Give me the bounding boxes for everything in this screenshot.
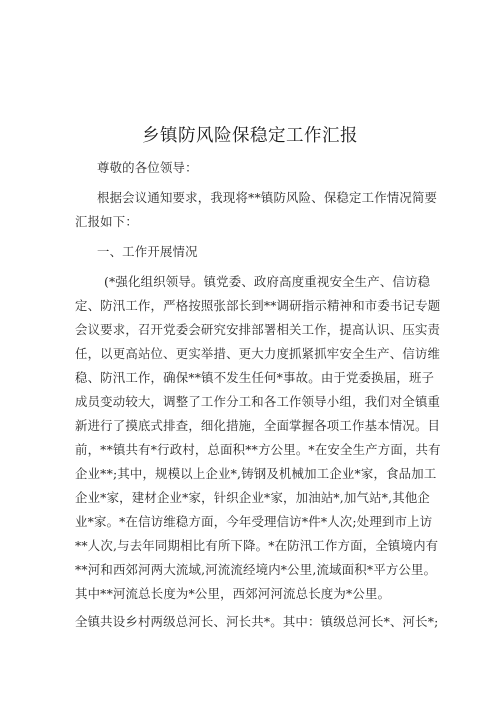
paragraph-line: 前，**镇共有*行政村，总面积**方公里。*在安全生产方面，共有 bbox=[75, 442, 441, 457]
paragraph-line: 成员变动较大，调整了工作分工和各工作领导小组，我们对全镇重 bbox=[75, 394, 441, 409]
section-heading: 一、工作开展情况 bbox=[97, 244, 198, 259]
paragraph-line: 任，以更高站位、更实举措、更大力度抓紧抓牢安全生产、信访维 bbox=[75, 346, 441, 361]
paragraph-line: 其中**河流总长度为*公里，西郊河河流总长度为*公里。 bbox=[75, 586, 391, 601]
document-title: 乡镇防风险保稳定工作汇报 bbox=[142, 126, 358, 146]
intro-line-2: 汇报如下： bbox=[75, 214, 138, 229]
paragraph-line: 定、防汛工作，严格按照张部长到**调研指示精神和市委书记专题 bbox=[75, 298, 441, 313]
paragraph-line: 企业*家，建材企业*家，针织企业*家，加油站*,加气站*,其他企 bbox=[75, 490, 431, 505]
paragraph-line: 新进行了摸底式排查，细化措施，全面掌握各项工作基本情况。目 bbox=[75, 418, 441, 433]
paragraph-line: 稳、防汛工作，确保**镇不发生任何*事故。由于党委换届，班子 bbox=[75, 370, 435, 385]
paragraph-line: **河和西郊河两大流域,河流流经境内*公里,流域面积*平方公里。 bbox=[75, 562, 437, 577]
paragraph-line: 会议要求，召开党委会研究安排部署相关工作，提高认识、压实责 bbox=[75, 322, 441, 337]
paragraph-line: 企业**;其中，规模以上企业*,铸钢及机械加工企业*家，食品加工 bbox=[75, 466, 437, 481]
paragraph-line: (*强化组织领导。镇党委、政府高度重视安全生产、信访稳 bbox=[104, 274, 431, 289]
paragraph-line: 业*家。*在信访维稳方面，今年受理信访*件*人次;处理到市上访 bbox=[75, 514, 433, 529]
paragraph-line: **人次,与去年同期相比有所下降。*在防汛工作方面，全镇境内有 bbox=[75, 538, 439, 553]
intro-line-1: 根据会议通知要求，我现将**镇防风险、保稳定工作情况简要 bbox=[97, 190, 438, 205]
salutation: 尊敬的各位领导： bbox=[97, 160, 198, 175]
paragraph-line: 全镇共设乡村两级总河长、河长共*。其中：镇级总河长*、河长*; bbox=[75, 614, 439, 629]
